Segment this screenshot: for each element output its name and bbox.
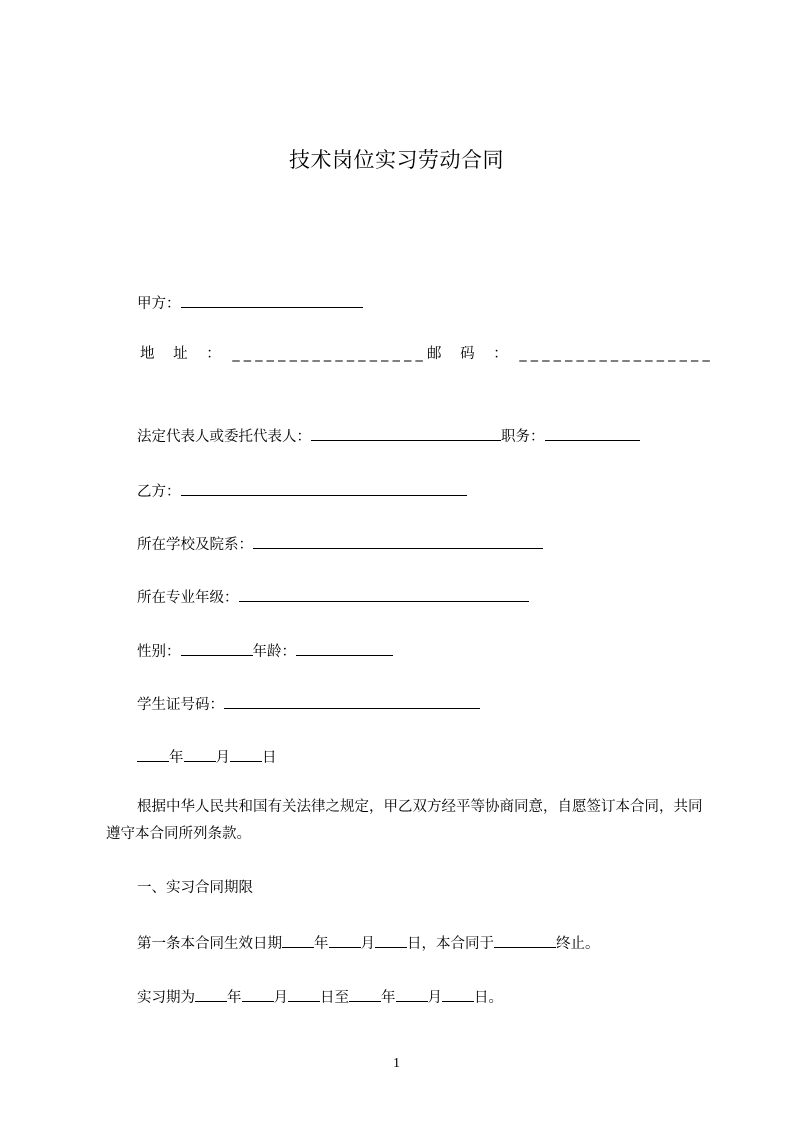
age-label: 年龄： [252,644,296,660]
date-year-blank[interactable] [137,744,169,762]
address-blank[interactable]: _________________ [232,346,427,362]
date-day-blank[interactable] [230,744,262,762]
date-year-label: 年 [169,750,184,766]
article-1-year-label: 年 [314,936,329,952]
party-b-blank[interactable] [181,478,467,496]
major-blank[interactable] [239,584,529,602]
student-id-blank[interactable] [224,691,480,709]
date-day-label: 日 [262,750,277,766]
postcode-label: 邮 码 ： [426,346,515,362]
article-1-month-label: 月 [360,936,375,952]
representative-blank[interactable] [311,423,501,441]
student-id-line [137,691,480,713]
article-1-line [137,930,600,952]
party-a-line [137,290,363,312]
date-month-blank[interactable] [184,744,216,762]
period-month-label: 月 [273,990,288,1006]
period-to-label: 日至 [320,990,349,1006]
period-year-blank[interactable] [195,984,227,1002]
period-day-blank[interactable] [288,984,320,1002]
date-line [137,744,277,766]
gender-label: 性别： [137,644,181,660]
period-prefix: 实习期为 [137,990,195,1006]
school-line [137,531,543,553]
internship-period-line [137,984,503,1006]
article-1-end-blank[interactable] [494,930,556,948]
school-blank[interactable] [253,531,543,549]
article-1-year-blank[interactable] [282,930,314,948]
period-year-label: 年 [227,990,242,1006]
period-month2-label: 月 [427,990,442,1006]
period-year2-blank[interactable] [349,984,381,1002]
article-1-day-blank[interactable] [375,930,407,948]
period-year2-label: 年 [381,990,396,1006]
page-number: 1 [393,1056,400,1071]
preamble-paragraph: 根据中华人民共和国有关法律之规定，甲乙双方经平等协商同意，自愿签订本合同，共同遵守本合同所列条款。 [106,799,703,842]
age-blank[interactable] [296,638,393,656]
postcode-blank[interactable]: _________________ [519,346,714,362]
position-blank[interactable] [545,423,640,441]
party-a-blank[interactable] [181,290,363,308]
section-1-heading: 一、实习合同期限 [137,880,253,896]
representative-label: 法定代表人或委托代表人： [137,429,311,445]
party-b-line [137,478,467,500]
period-month2-blank[interactable] [396,984,428,1002]
student-id-label: 学生证号码： [137,697,224,713]
date-month-label: 月 [215,750,230,766]
article-1-month-blank[interactable] [329,930,361,948]
document-title: 技术岗位实习劳动合同 [289,148,504,172]
representative-line [137,423,640,445]
gender-blank[interactable] [181,638,253,656]
gender-age-line [137,638,393,660]
address-label: 地 址 ： [140,346,228,362]
party-a-label: 甲方： [137,296,181,312]
address-line [140,343,714,365]
article-1-day-mid: 日，本合同于 [407,936,494,952]
major-line [137,584,529,606]
school-label: 所在学校及院系： [137,537,253,553]
article-1-prefix: 第一条本合同生效日期 [137,936,282,952]
period-month-blank[interactable] [242,984,274,1002]
party-b-label: 乙方： [137,484,181,500]
article-1-end: 终止。 [556,936,600,952]
major-label: 所在专业年级： [137,590,239,606]
position-label: 职务： [501,429,545,445]
period-day2-blank[interactable] [442,984,474,1002]
period-end-label: 日。 [474,990,503,1006]
